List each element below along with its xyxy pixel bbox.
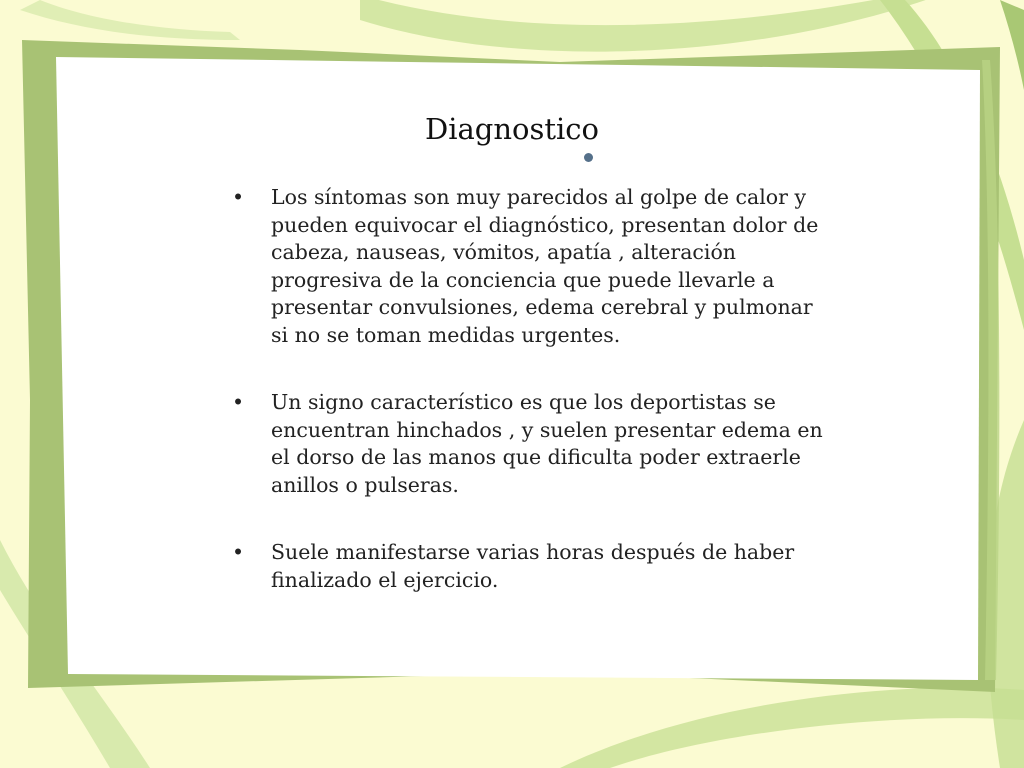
bullet-text: Los síntomas son muy parecidos al golpe de calor y pueden equivocar el diagnóstico, presentan dolor de cabeza, nauseas, vómitos, apatía , alteración progresiva de la conciencia que puede llevarle a presentar convulsiones, edema cerebral y pulmonar si no se toman medidas urgentes. — [271, 185, 819, 347]
bullet-text: Suele manifestarse varias horas después de haber finalizado el ejercicio. — [271, 540, 795, 592]
bullet-item — [232, 389, 832, 499]
bullet-list — [232, 184, 832, 594]
bullet-marker: • — [232, 185, 245, 209]
title-accent-dot — [584, 153, 593, 162]
bullet-marker: • — [232, 540, 245, 564]
bullet-text: Un signo característico es que los deportistas se encuentran hinchados , y suelen presentar edema en el dorso de las manos que dificulta poder extraerle anillos o pulseras. — [271, 390, 823, 497]
bullet-item — [232, 184, 832, 349]
bullet-marker: • — [232, 390, 245, 414]
bullet-item — [232, 539, 832, 594]
slide-title: Diagnostico — [424, 112, 600, 146]
